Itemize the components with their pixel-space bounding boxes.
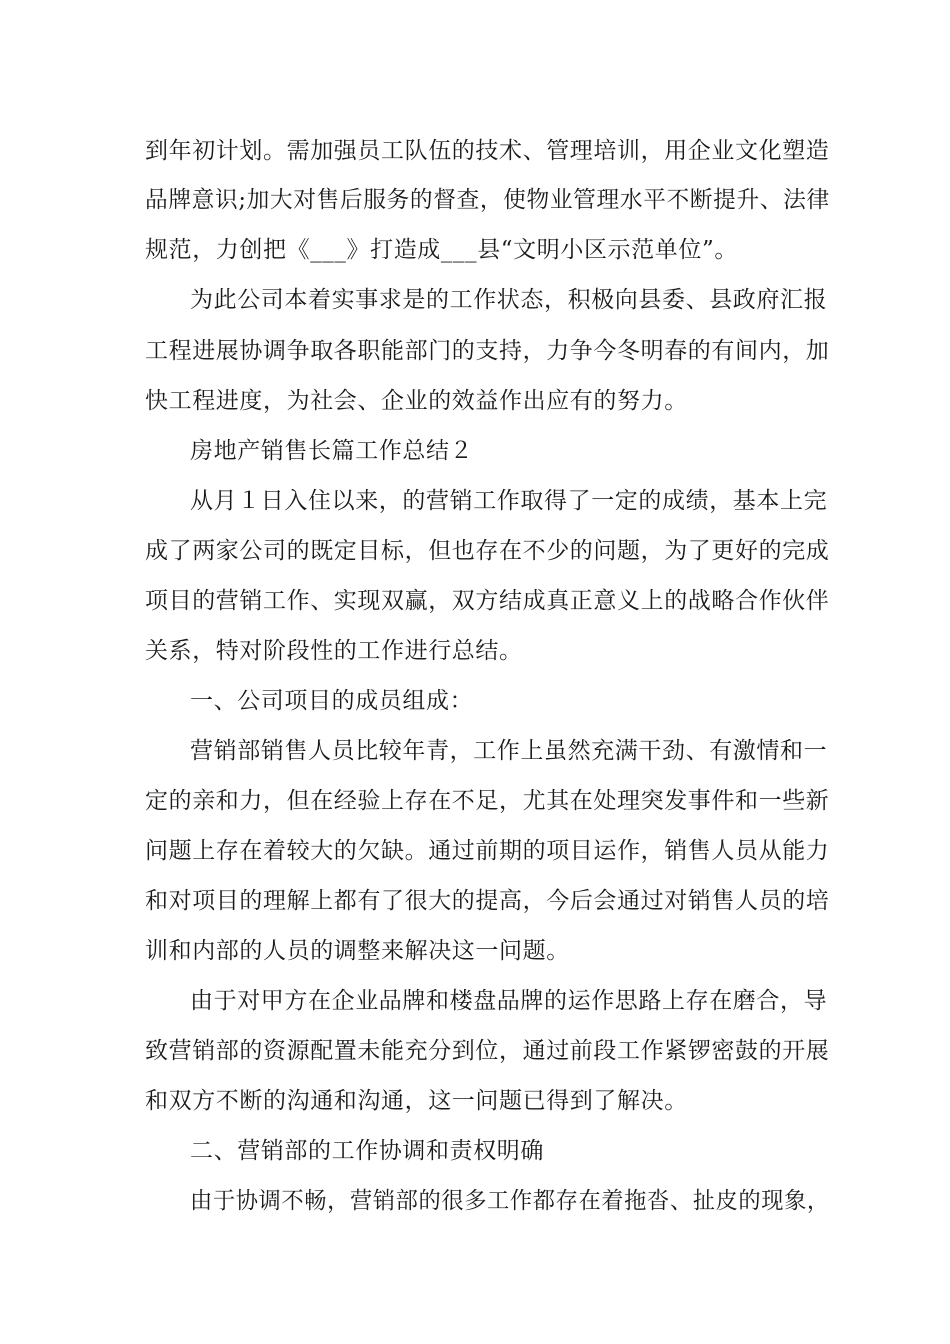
text-line: 问题上存在着较大的欠缺。通过前期的项目运作，销售人员从能力 xyxy=(145,838,830,864)
text-line: 工程进展协调争取各职能部门的支持，力争今冬明春的有间内，加 xyxy=(145,338,830,364)
text-line: 和双方不断的沟通和沟通，这一问题已得到了解决。 xyxy=(145,1088,688,1114)
text-line: 关系，特对阶段性的工作进行总结。 xyxy=(145,638,523,664)
text-line: 由于协调不畅，营销部的很多工作都存在着拖沓、扯皮的现象， xyxy=(190,1188,830,1214)
text-line: 致营销部的资源配置未能充分到位，通过前段工作紧锣密鼓的开展 xyxy=(145,1038,830,1064)
text-line: 快工程进度，为社会、企业的效益作出应有的努力。 xyxy=(145,388,688,414)
text-line: 训和内部的人员的调整来解决这一问题。 xyxy=(145,938,570,964)
text-line: 品牌意识;加大对售后服务的督查，使物业管理水平不断提升、法律 xyxy=(145,187,830,213)
text-line: 项目的营销工作、实现双赢，双方结成真正意义上的战略合作伙伴 xyxy=(145,588,830,614)
section-heading: 一、公司项目的成员组成： xyxy=(190,688,474,714)
section-heading: 房地产销售长篇工作总结２ xyxy=(190,438,474,464)
text-line: 成了两家公司的既定目标，但也存在不少的问题，为了更好的完成 xyxy=(145,538,830,564)
text-line: 为此公司本着实事求是的工作状态，积极向县委、县政府汇报 xyxy=(190,287,828,313)
text-line: 从月１日入住以来，的营销工作取得了一定的成绩，基本上完 xyxy=(190,488,828,514)
section-heading: 二、营销部的工作协调和责权明确 xyxy=(190,1138,544,1164)
text-line: 到年初计划。需加强员工队伍的技术、管理培训，用企业文化塑造 xyxy=(145,138,830,164)
text-line: 规范，力创把《___》打造成___县“文明小区示范单位”。 xyxy=(145,237,738,263)
text-line: 营销部销售人员比较年青，工作上虽然充满干劲、有激情和一 xyxy=(190,738,828,764)
text-line: 和对项目的理解上都有了很大的提高，今后会通过对销售人员的培 xyxy=(145,888,830,914)
text-line: 由于对甲方在企业品牌和楼盘品牌的运作思路上存在磨合，导 xyxy=(190,988,828,1014)
text-line: 定的亲和力，但在经验上存在不足，尤其在处理突发事件和一些新 xyxy=(145,788,830,814)
